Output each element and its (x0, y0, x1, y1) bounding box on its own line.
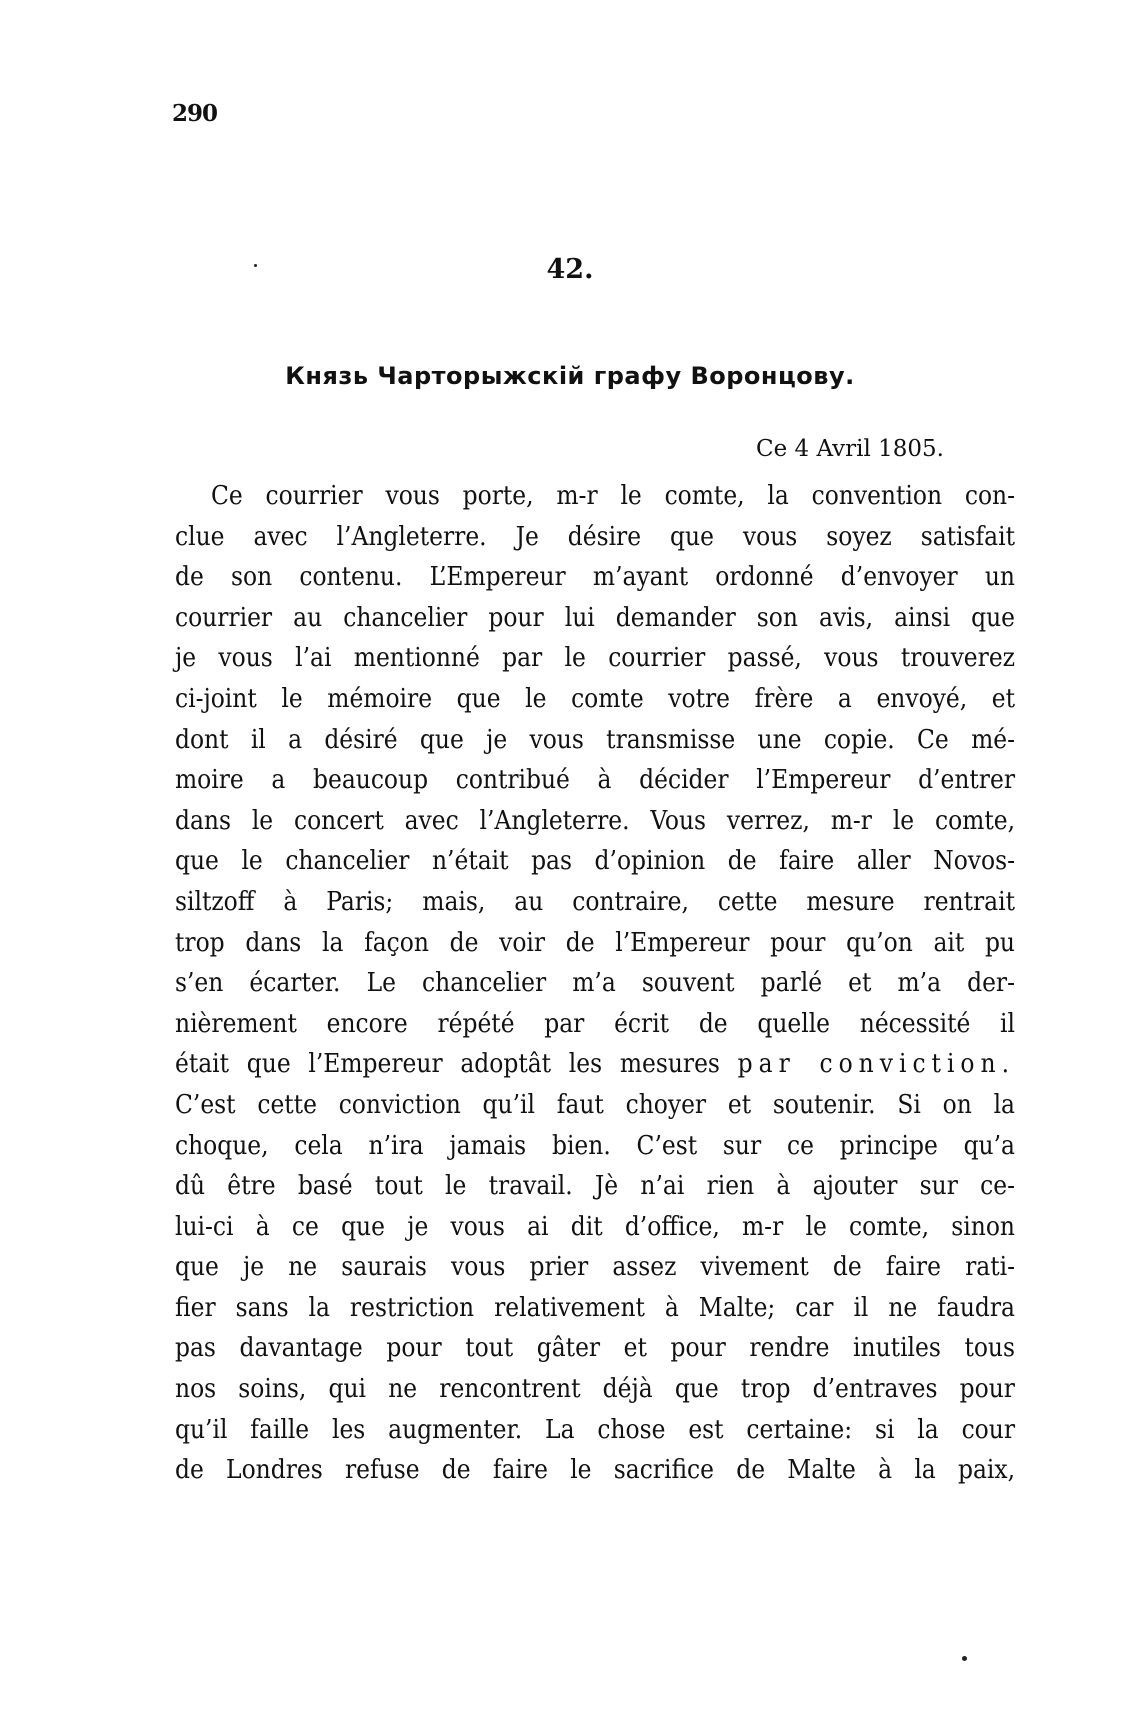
body-line: je vous l’ai mentionné par le courrier passé, vous trouverez (175, 643, 1015, 674)
body-line: fier sans la restriction relativement à Malte; car il ne faudra (175, 1292, 1015, 1323)
body-line: trop dans la façon de voir de l’Empereur pour qu’on ait pu (175, 927, 1015, 958)
body-line: dont il a désiré que je vous transmisse une copie. Ce mé- (175, 724, 1015, 755)
body-line: que le chancelier n’était pas d’opinion de faire aller Novos- (175, 846, 1015, 877)
body-line: dans le concert avec l’Angleterre. Vous verrez, m-r le comte, (175, 805, 1015, 836)
body-line: moire a beaucoup contribué à décider l’Empereur d’entrer (175, 765, 1015, 796)
body-line-emphasis (175, 1044, 1015, 1085)
body-line: siltzoff à Paris; mais, au contraire, cette mesure rentrait (175, 886, 1015, 917)
letter-date: Ce 4 Avril 1805. (756, 436, 944, 462)
body-line: Ce courrier vous porte, m-r le comte, la convention con- (211, 481, 1015, 511)
body-line: que je ne saurais vous prier assez vivement de faire rati- (175, 1252, 1015, 1283)
body-line: dû être basé tout le travail. Jè n’ai rien à ajouter sur ce- (175, 1171, 1015, 1202)
body-line: ci-joint le mémoire que le comte votre frère a envoyé, et (175, 683, 1015, 714)
letter-body (175, 476, 1015, 1491)
scan-speck (962, 1656, 967, 1661)
body-line: choque, cela n’ira jamais bien. C’est sur ce principe qu’a (175, 1130, 1015, 1161)
page-number: 290 (172, 100, 218, 127)
body-line: courrier au chancelier pour lui demander son avis, ainsi que (175, 602, 1015, 633)
letter-number: 42. (546, 254, 594, 285)
scan-speck (254, 264, 257, 267)
body-line: de son contenu. L’Empereur m’ayant ordonné d’envoyer un (175, 562, 1015, 593)
emphasis-spaced-text: par conviction. (737, 1049, 1015, 1080)
emphasis-prefix: était que l’Empereur adoptât les mesures (175, 1049, 738, 1080)
body-line: nièrement encore répété par écrit de quelle nécessité il (175, 1008, 1015, 1039)
body-line: de Londres refuse de faire le sacrifice de Malte à la paix, (175, 1455, 1015, 1486)
letter-title: Князь Чарторыжскій графу Воронцову. (285, 362, 855, 390)
body-line: pas davantage pour tout gâter et pour rendre inutiles tous (175, 1333, 1015, 1364)
body-line: qu’il faille les augmenter. La chose est certaine: si la cour (175, 1414, 1015, 1445)
body-line: clue avec l’Angleterre. Je désire que vous soyez satisfait (175, 521, 1015, 552)
body-line: lui-ci à ce que je vous ai dit d’office, m-r le comte, sinon (175, 1211, 1015, 1242)
body-line: nos soins, qui ne rencontrent déjà que trop d’entraves pour (175, 1374, 1015, 1405)
body-line: C’est cette conviction qu’il faut choyer et soutenir. Si on la (175, 1089, 1015, 1120)
body-line: s’en écarter. Le chancelier m’a souvent parlé et m’a der- (175, 968, 1015, 999)
